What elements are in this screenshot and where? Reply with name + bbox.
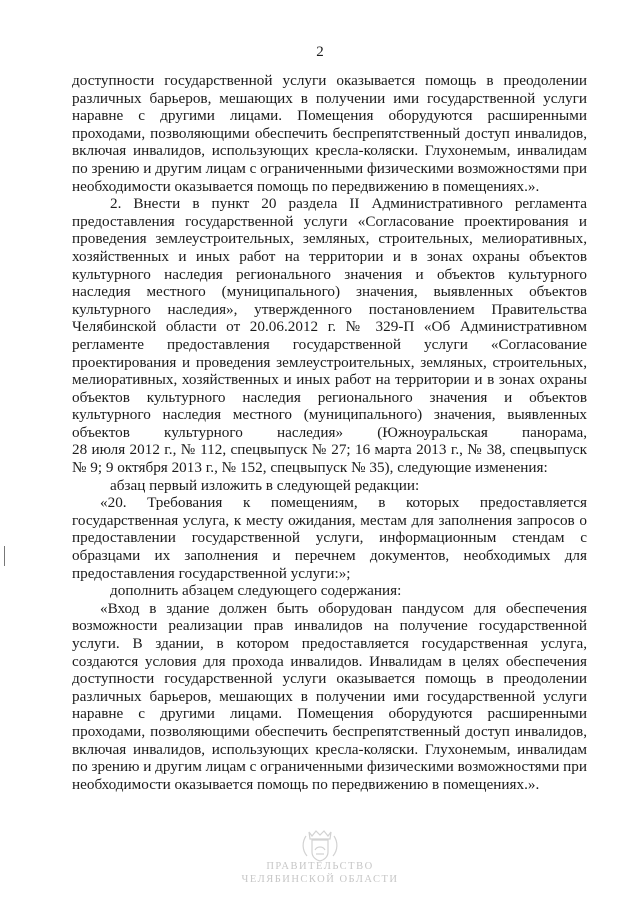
footer [0,860,640,886]
text-line: абзац первый изложить в следующей редакции: [110,476,420,494]
text-line: необходимости оказывается помощь по передвижению в помещениях.». [72,775,540,793]
text-line: различных барьеров, мешающих в получении ими государственной услуги [72,89,587,107]
margin-mark [4,546,5,566]
text-line: доступности государственной услуги оказывается помощь в преодолении [72,670,587,688]
text-line: необходимости оказывается помощь по передвижению в помещениях.». [72,177,540,195]
text-line: «Вход в здание должен быть оборудован пандусом для обеспечения [100,599,587,617]
text-line: Челябинской области от 20.06.2012 г. № 329-П «Об Административном [72,318,587,336]
text-line: по зрению и другим лицам с ограниченными физическими возможностями при [72,758,587,776]
text-line: проходами, позволяющими обеспечить беспрепятственный доступ инвалидов, [72,722,587,740]
text-line: предоставлении государственной услуги, информационным стендам с [72,529,587,547]
text-line: различных барьеров, мешающих в получении ими государственной услуги [72,687,587,705]
text-line: услуги. В здании, в котором предоставляется государственная услуга, [72,635,587,652]
text-line: № 9; 9 октября 2013 г., № 152, спецвыпуск № 35), следующие изменения: [72,459,548,477]
text-line: наследия местного (муниципального) значения, выявленных объектов [72,283,587,301]
text-line: культурного наследия», утвержденного постановлением Правительства [72,300,587,318]
text-line: доступности государственной услуги оказывается помощь в преодолении [72,72,587,89]
document-body [72,72,587,793]
text-line: объектов культурного наследия регионального значения и объектов [72,388,587,406]
text-line: образцами их заполнения и перечнем документов, необходимых для [72,547,587,565]
text-line: объектов культурного наследия» (Южноуральская панорама, [72,423,587,441]
footer-line-1: ПРАВИТЕЛЬСТВО [266,861,374,872]
text-line: «20. Требования к помещениям, в которых предоставляется [100,494,587,512]
text-line: предоставления государственной услуги «Согласование проектирования и [72,212,587,230]
text-line: проектирования и проведения землеустроительных, земляных, строительных, [72,353,587,371]
text-line: наравне с другими лицами. Помещения оборудуются расширенными [72,107,587,125]
text-line: 2. Внести в пункт 20 раздела II Административного регламента [110,195,587,213]
text-line: мелиоративных, хозяйственных и иных работ на территории и в зонах охраны [72,371,587,389]
text-line: проходами, позволяющими обеспечить беспрепятственный доступ инвалидов, [72,124,587,142]
text-line: 28 июля 2012 г., № 112, спецвыпуск № 27; 16 марта 2013 г., № 38, спецвыпуск [72,441,587,459]
text-line: государственная услуга, к месту ожидания, местам для заполнения запросов о [72,511,587,529]
text-line: регламенте предоставления государственной услуги «Согласование [72,335,587,353]
text-line: проведения землеустроительных, земляных, строительных, мелиоративных, [72,230,587,248]
footer-line-2: ЧЕЛЯБИНСКОЙ ОБЛАСТИ [241,874,399,885]
text-line: дополнить абзацем следующего содержания: [110,582,402,600]
text-line: хозяйственных и иных работ на территории и в зонах охраны объектов [72,247,587,265]
page-number: 2 [316,44,324,60]
text-line: по зрению и другим лицам с ограниченными физическими возможностями при [72,159,587,177]
text-line: предоставления государственной услуги:»; [72,564,351,582]
text-line: возможности реализации прав инвалидов на получение государственной [72,617,587,635]
text-line: включая инвалидов, использующих кресла-коляски. Глухонемым, инвалидам [72,142,587,160]
text-line: культурного наследия местного (муниципального) значения, выявленных [72,406,587,424]
text-line: создаются условия для прохода инвалидов. Инвалидам в целях обеспечения [72,652,587,670]
text-line: культурного наследия регионального значения и объектов культурного [72,265,587,283]
text-line: включая инвалидов, использующих кресла-коляски. Глухонемым, инвалидам [72,740,587,758]
text-line: наравне с другими лицами. Помещения оборудуются расширенными [72,705,587,723]
